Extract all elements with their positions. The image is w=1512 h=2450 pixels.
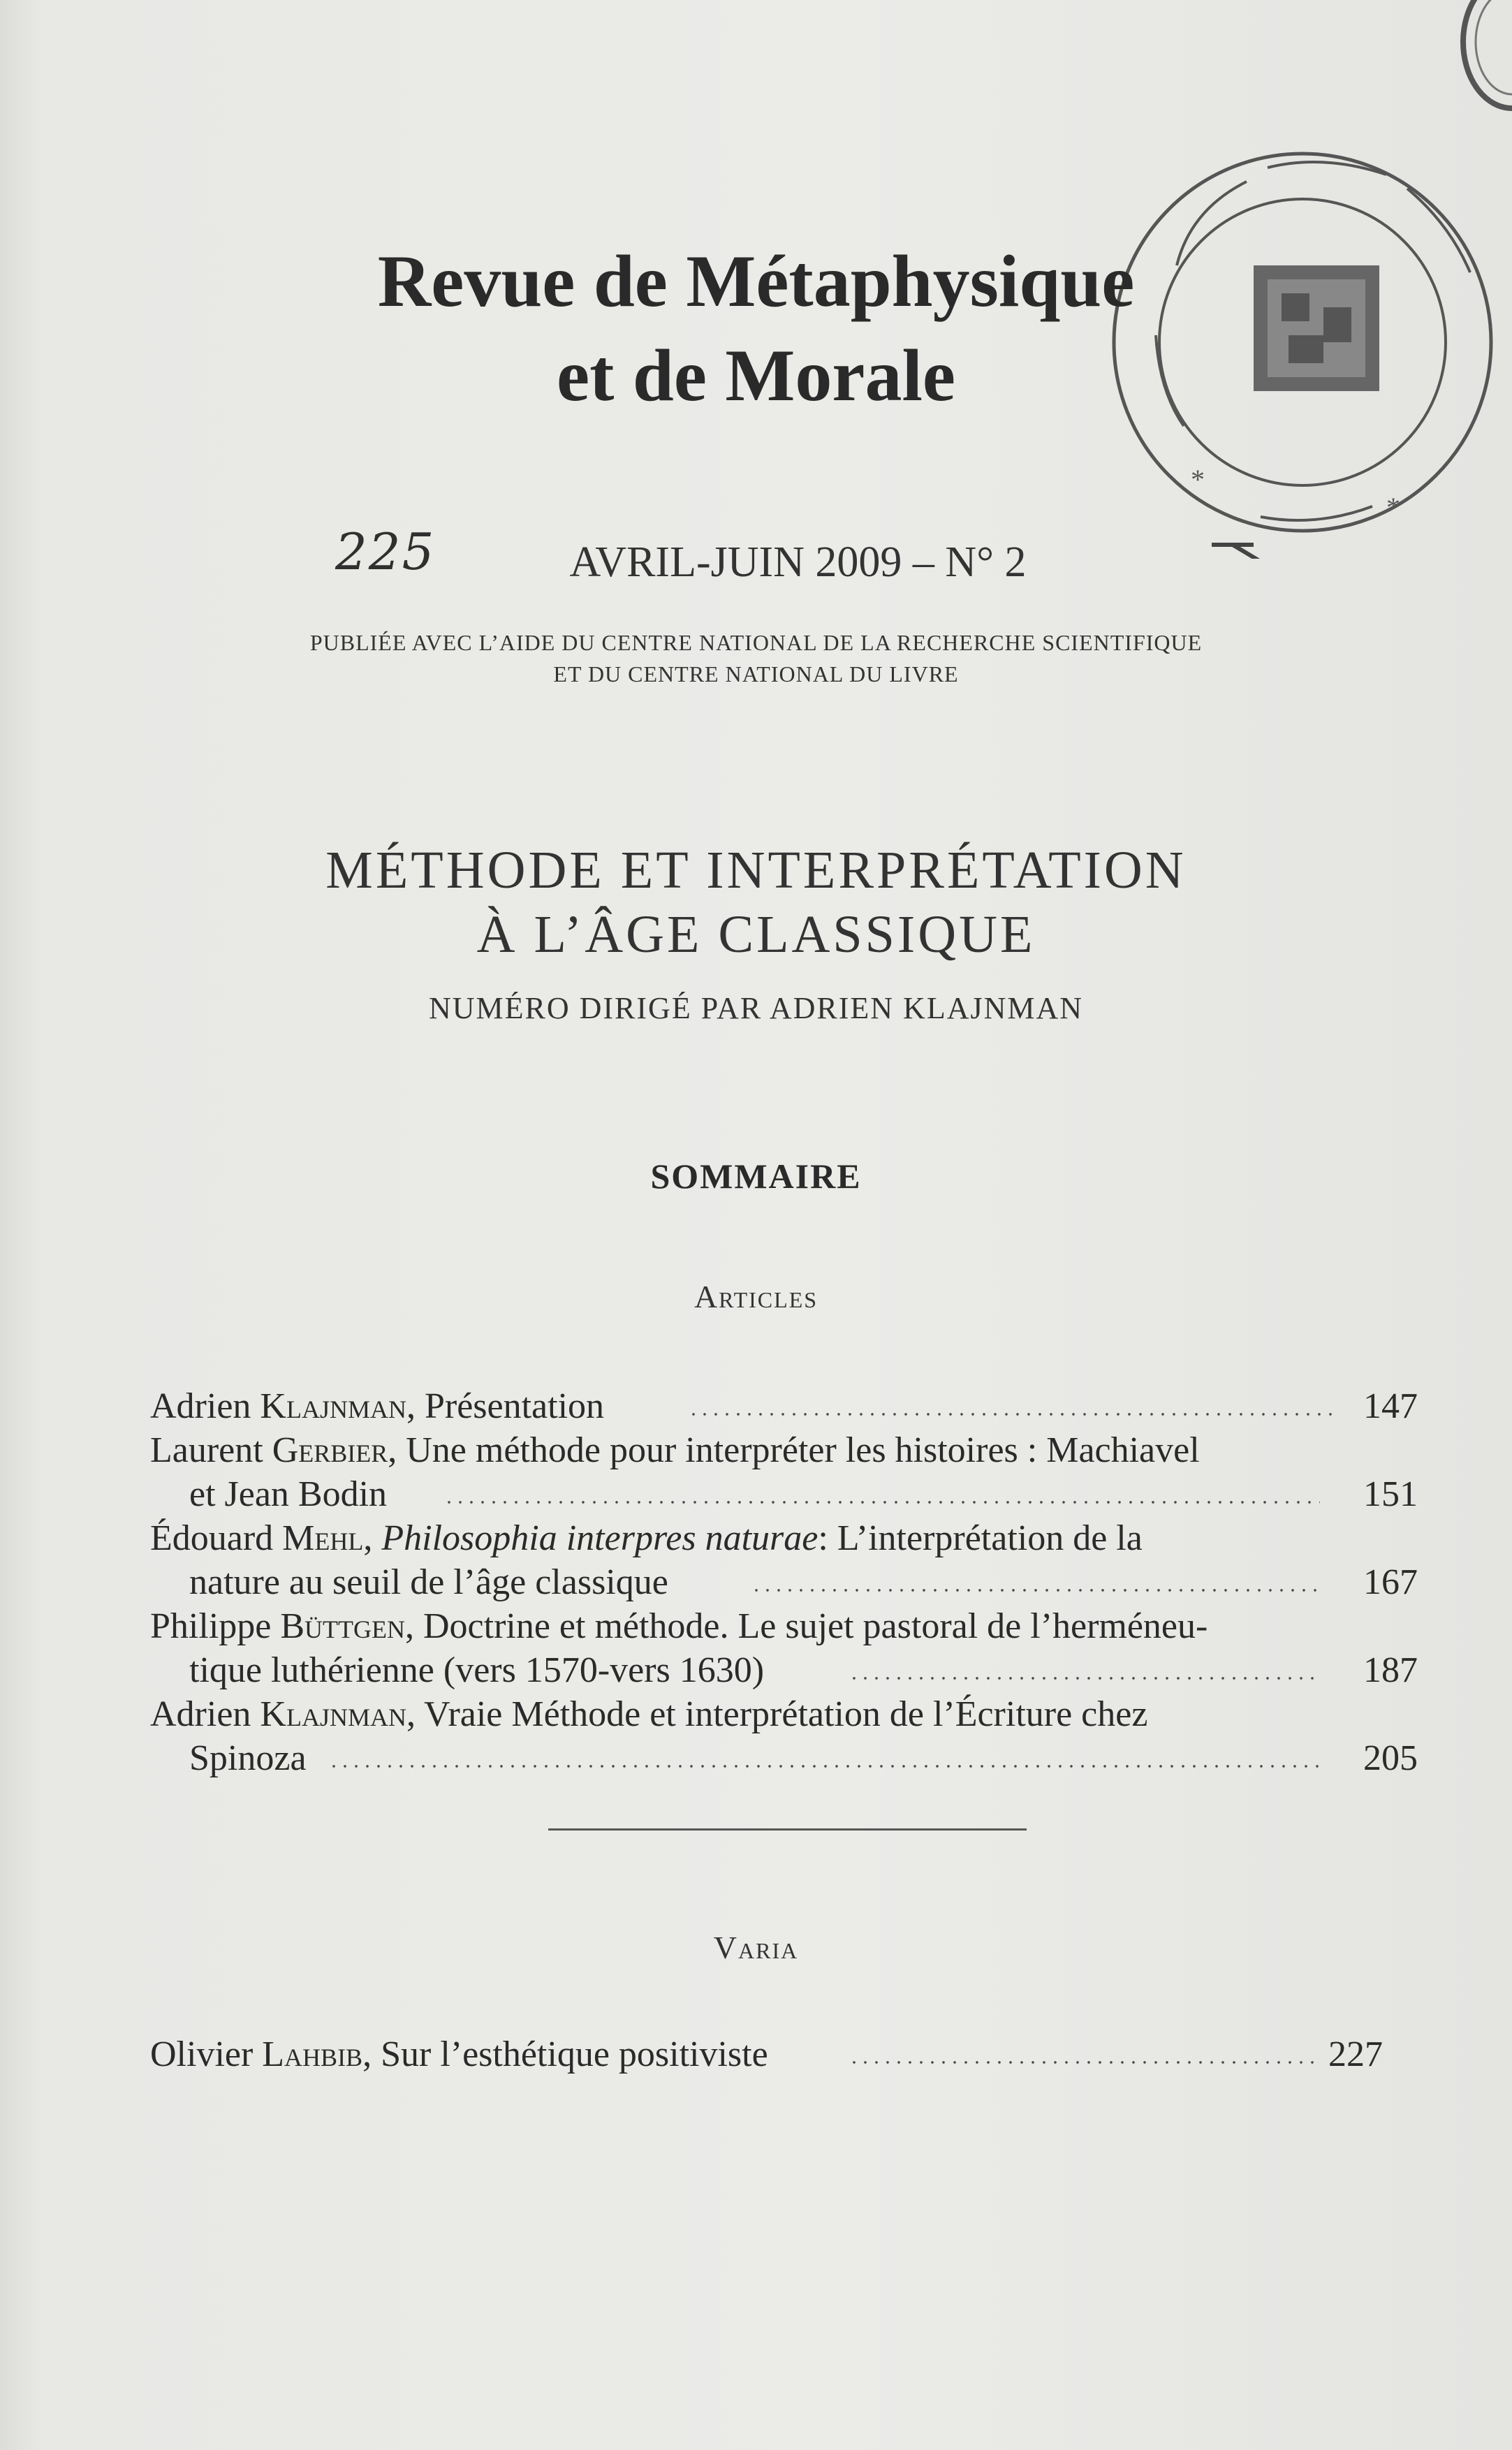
article-title: , Présentation [406,1386,605,1426]
article-title-separator: , [363,1518,382,1558]
author-first-name: Édouard [150,1518,283,1558]
author-surname: Lahbib [262,2034,363,2074]
journal-title-line-2: et de Morale [557,335,955,416]
articles-heading: Articles [693,1279,819,1314]
toc-entry[interactable] [150,1428,1418,1516]
article-title-italic: Philosophia interpres naturae [381,1518,819,1558]
sommaire-heading: SOMMAIRE [650,1157,862,1196]
article-title-continued: et Jean Bodin [189,1474,388,1514]
corner-stamp-icon [1456,0,1512,112]
article-title: , Doctrine et méthode. Le sujet pastoral de l’herméneu- [405,1606,1208,1646]
dot-leader [688,1413,1334,1416]
article-title-continued: nature au seuil de l’âge classique [189,1562,668,1602]
author-first-name: Laurent [150,1430,272,1470]
handwritten-note: 225 [335,522,436,581]
page-number: 151 [1363,1474,1418,1514]
issue-line: AVRIL-JUIN 2009 – N° 2 [569,538,1027,586]
toc-entry[interactable] [150,1384,1418,1428]
theme-line-1: MÉTHODE ET INTERPRÉTATION [325,841,1187,900]
article-title: , Vraie Méthode et interprétation de l’Écriture chez [406,1694,1148,1734]
author-surname: Klajnman [260,1694,406,1734]
dot-leader [443,1501,1320,1504]
toc-entry[interactable] [150,1516,1418,1604]
svg-text:*: * [1191,464,1205,495]
svg-text:*: * [1386,492,1400,523]
toc-entry[interactable] [150,1692,1418,1780]
author-surname: Mehl [282,1518,364,1558]
theme-line-2: À L’ÂGE CLASSIQUE [476,905,1036,964]
dot-leader [849,1677,1320,1680]
author-first-name: Adrien [150,1694,260,1734]
page-number: 187 [1363,1650,1418,1690]
page-number: 147 [1363,1386,1418,1426]
dot-leader [849,2061,1320,2064]
publisher-line-2: ET DU CENTRE NATIONAL DU LIVRE [553,661,959,687]
page-number: 205 [1363,1738,1418,1778]
issue-director: NUMÉRO DIRIGÉ PAR ADRIEN KLAJNMAN [428,991,1084,1025]
page-number: 167 [1363,1562,1418,1602]
author-surname: Gerbier [272,1430,388,1470]
publisher-line-1: PUBLIÉE AVEC L’AIDE DU CENTRE NATIONAL DE LA RECHERCHE SCIENTIFIQUE [309,630,1203,655]
section-divider [548,1828,1027,1831]
author-surname: Büttgen [280,1606,405,1646]
page-number: 227 [1328,2034,1383,2074]
author-first-name: Adrien [150,1386,260,1426]
toc-entry[interactable] [150,2032,1418,2076]
article-title: : L’interprétation de la [818,1518,1143,1558]
articles-list [150,1384,1418,1780]
author-first-name: Olivier [150,2034,263,2074]
article-title-continued: tique luthérienne (vers 1570-vers 1630) [189,1650,765,1690]
article-title-continued: Spinoza [189,1738,307,1778]
article-title: , Une méthode pour interpréter les histoires : Machiavel [388,1430,1200,1470]
dot-leader [328,1765,1320,1768]
journal-title-line-1: Revue de Métaphysique [377,240,1135,322]
varia-list [150,2032,1418,2076]
toc-entry[interactable] [150,1604,1418,1692]
article-title: , Sur l’esthétique positiviste [362,2034,768,2074]
varia-heading: Varia [713,1930,799,1965]
author-surname: Klajnman [260,1386,406,1426]
author-first-name: Philippe [150,1606,281,1646]
dot-leader [751,1589,1320,1592]
